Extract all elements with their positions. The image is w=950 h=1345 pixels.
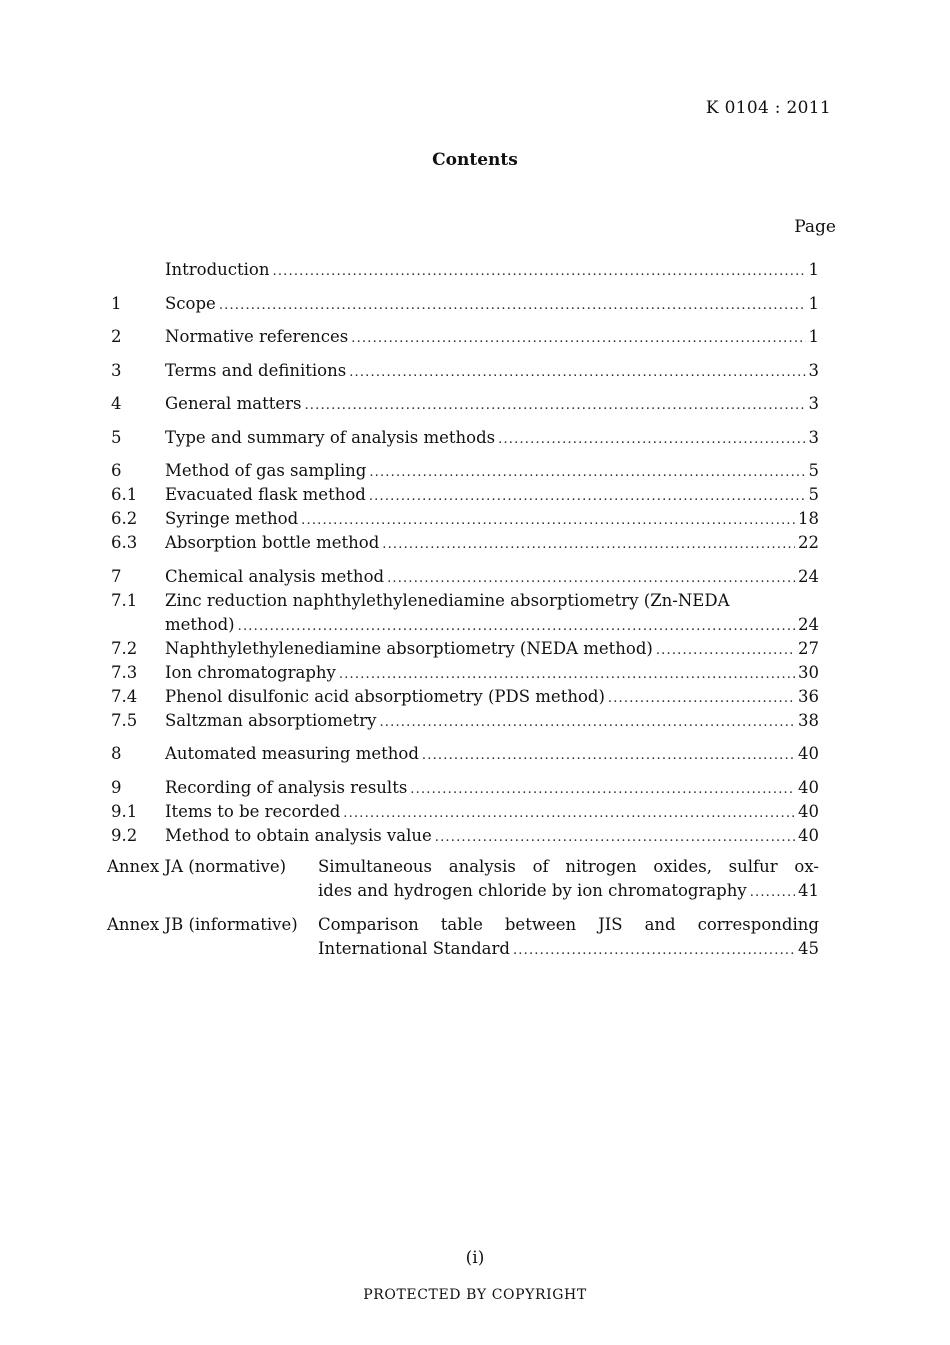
toc-entry[interactable] — [111, 359, 819, 383]
annex-name: Annex JB (informative) — [107, 915, 298, 934]
annex-title-word: JIS — [598, 915, 623, 934]
toc-entry-page: 24 — [798, 614, 819, 634]
toc-entry[interactable] — [111, 325, 819, 349]
toc-entry[interactable] — [111, 742, 819, 766]
toc-entry-number: 9 — [111, 777, 122, 797]
toc-entry[interactable] — [111, 637, 819, 661]
dot-leader — [382, 533, 795, 557]
annex-title-line: International Standard — [318, 939, 510, 958]
toc-entry-title: Scope — [165, 293, 216, 313]
toc-entry[interactable] — [111, 776, 819, 800]
toc-entry-number: 7.1 — [111, 590, 138, 610]
toc-entry-page: 18 — [798, 509, 819, 528]
toc-entry[interactable] — [111, 589, 819, 613]
toc-entry-title: Normative references — [165, 327, 349, 346]
toc-entry[interactable] — [111, 565, 819, 589]
dot-leader — [273, 260, 806, 284]
toc-entry-title: Recording of analysis results — [165, 777, 408, 797]
toc-entry-title: Naphthylethylenediamine absorptiometry (NEDA method) — [165, 638, 653, 658]
annex-title-word: Simultaneous — [318, 857, 433, 876]
toc-entry[interactable] — [111, 824, 819, 848]
toc-entry-page: 5 — [808, 485, 819, 504]
page-column-label: Page — [794, 217, 836, 237]
toc-entry-number: 2 — [111, 327, 122, 346]
toc-entry-number: 3 — [111, 360, 122, 380]
annex-page: 41 — [798, 881, 819, 900]
toc-entry-number: 4 — [111, 394, 122, 413]
dot-leader — [343, 802, 795, 826]
toc-entry-title: Introduction — [165, 260, 270, 279]
toc-entry[interactable] — [111, 459, 819, 483]
dot-leader — [435, 826, 795, 850]
toc-entry-number: 5 — [111, 427, 122, 447]
toc-entry-page: 40 — [798, 777, 819, 797]
annex-title-word: between — [504, 915, 577, 934]
toc-entry[interactable] — [111, 800, 819, 824]
document-number: K 0104 : 2011 — [705, 98, 831, 118]
toc-entry-page: 1 — [808, 327, 819, 346]
toc-entry[interactable] — [111, 258, 819, 282]
dot-leader — [301, 509, 795, 533]
toc-entry-title: method) — [165, 614, 235, 634]
annex-title-word: ox- — [794, 857, 819, 876]
annex-title — [318, 855, 819, 903]
toc-entry[interactable] — [111, 613, 819, 637]
annex-title-line: ides and hydrogen chloride by ion chromatography — [318, 881, 747, 900]
toc-entry-title: Method to obtain analysis value — [165, 825, 432, 845]
toc-entry-number: 7.4 — [111, 686, 138, 706]
toc-entry-page: 1 — [808, 293, 819, 313]
toc-entry-title: Terms and definitions — [165, 360, 347, 380]
dot-leader — [608, 687, 795, 711]
toc-entry-title: Absorption bottle method — [165, 533, 380, 552]
toc-entry-page: 38 — [798, 710, 819, 730]
toc-entry-number: 7.2 — [111, 638, 138, 658]
dot-leader — [379, 711, 795, 735]
toc-entry-title: Type and summary of analysis methods — [165, 427, 496, 447]
toc-entry-page: 40 — [798, 801, 819, 821]
annex-title-word: and — [644, 915, 676, 934]
table-of-contents — [111, 258, 819, 848]
annex-title-word: nitrogen — [565, 857, 637, 876]
page-title: Contents — [432, 150, 518, 170]
annex-title-word: table — [440, 915, 483, 934]
annex-title-word: Comparison — [318, 915, 419, 934]
dot-leader — [349, 361, 805, 385]
toc-entry[interactable] — [111, 685, 819, 709]
toc-entry-page: 3 — [808, 427, 819, 447]
dot-leader — [656, 639, 795, 663]
dot-leader — [750, 881, 795, 905]
annex-name: Annex JA (normative) — [107, 857, 287, 876]
annex-title — [318, 913, 819, 961]
toc-entry-title: Ion chromatography — [165, 662, 336, 682]
annex-title-word: corresponding — [697, 915, 819, 934]
toc-entry-title: Automated measuring method — [165, 744, 419, 763]
toc-entry-page: 27 — [798, 638, 819, 658]
toc-entry-title: Chemical analysis method — [165, 566, 385, 586]
toc-entry-page: 40 — [798, 744, 819, 763]
toc-entry-number: 7.3 — [111, 662, 138, 682]
toc-entry-title: General matters — [165, 394, 302, 413]
dot-leader — [387, 567, 795, 591]
toc-entry[interactable] — [111, 483, 819, 507]
dot-leader — [238, 615, 795, 639]
toc-entry-title: Saltzman absorptiometry — [165, 710, 377, 730]
toc-entry-number: 6.3 — [111, 533, 138, 552]
annex-title-word: oxides, — [653, 857, 712, 876]
toc-entry-number: 9.2 — [111, 825, 138, 845]
toc-entry[interactable] — [111, 392, 819, 416]
toc-entry-number: 6.2 — [111, 509, 138, 528]
annex-title-word: analysis — [448, 857, 516, 876]
toc-entry-title: Syringe method — [165, 509, 299, 528]
toc-entry-page: 3 — [808, 360, 819, 380]
toc-entry-number: 7.5 — [111, 710, 138, 730]
toc-entry-title: Method of gas sampling — [165, 461, 367, 480]
toc-entry-page: 36 — [798, 686, 819, 706]
toc-entry-number: 1 — [111, 293, 122, 313]
toc-entry-page: 5 — [808, 461, 819, 480]
toc-entry[interactable] — [111, 661, 819, 685]
toc-entry-page: 1 — [808, 260, 819, 279]
toc-entry[interactable] — [111, 709, 819, 733]
toc-entry-title: Evacuated flask method — [165, 485, 366, 504]
dot-leader — [304, 394, 805, 418]
dot-leader — [351, 327, 805, 351]
page-number: (i) — [465, 1248, 485, 1268]
toc-entry-number: 7 — [111, 566, 122, 586]
toc-entry[interactable] — [111, 292, 819, 316]
toc-entry-page: 40 — [798, 825, 819, 845]
dot-leader — [422, 744, 795, 768]
copyright-notice: PROTECTED BY COPYRIGHT — [363, 1287, 587, 1303]
toc-entry-title: Phenol disulfonic acid absorptiometry (PDS method) — [165, 686, 605, 706]
annex-title-word: sulfur — [728, 857, 778, 876]
toc-entry-title: Zinc reduction naphthylethylenediamine absorptiometry (Zn-NEDA — [165, 590, 730, 610]
toc-entry-page: 30 — [798, 662, 819, 682]
dot-leader — [369, 485, 806, 509]
toc-entry-number: 9.1 — [111, 801, 138, 821]
toc-entry-number: 8 — [111, 744, 122, 763]
dot-leader — [513, 939, 795, 963]
toc-entry[interactable] — [111, 531, 819, 555]
toc-entry[interactable] — [111, 426, 819, 450]
dot-leader — [219, 294, 806, 318]
toc-entry-number: 6 — [111, 461, 122, 480]
dot-leader — [410, 778, 795, 802]
toc-entry-page: 3 — [808, 394, 819, 413]
dot-leader — [498, 428, 805, 452]
toc-entry[interactable] — [111, 507, 819, 531]
dot-leader — [339, 663, 795, 687]
toc-entry-page: 22 — [798, 533, 819, 552]
toc-entry-page: 24 — [798, 566, 819, 586]
dot-leader — [369, 461, 805, 485]
toc-entry-title: Items to be recorded — [165, 801, 341, 821]
annex-page: 45 — [798, 939, 819, 958]
annex-title-word: of — [532, 857, 549, 876]
toc-entry-number: 6.1 — [111, 485, 138, 504]
